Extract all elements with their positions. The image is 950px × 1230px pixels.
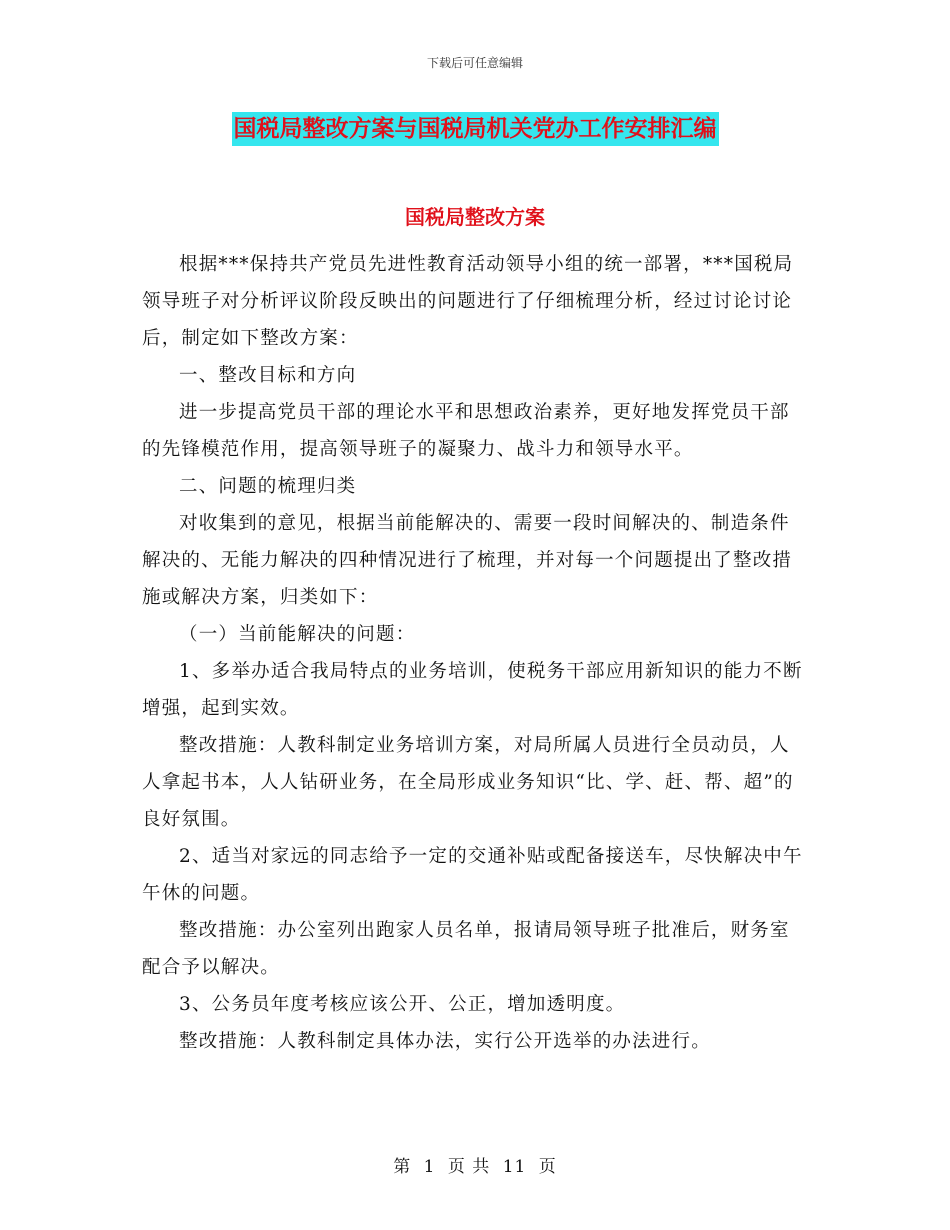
footer-middle: 页 共: [447, 1157, 491, 1177]
measure-1: 整改措施：人教科制定业务培训方案，对局所属人员进行全员动员，人人拿起书本，人人钻研业务，在全局形成业务知识“比、学、赶、帮、超”的良好氛围。: [142, 735, 794, 830]
footer-suffix: 页: [538, 1157, 557, 1177]
document-title: 国税局整改方案与国税局机关党办工作安排汇编: [232, 112, 719, 146]
heading-classification: 二、问题的梳理归类: [179, 476, 357, 497]
footer-prefix: 第: [393, 1157, 412, 1177]
section-title: 国税局整改方案: [405, 205, 545, 229]
subheading-current-issues: （一）当前能解决的问题：: [179, 624, 416, 645]
document-title-container: [0, 112, 950, 146]
measure-2: 整改措施：办公室列出跑家人员名单，报请局领导班子批准后，财务室配合予以解决。: [142, 920, 790, 978]
paragraph-classification: 对收集到的意见，根据当前能解决的、需要一段时间解决的、制造条件解决的、无能力解决的四种情况进行了梳理，并对每一个问题提出了整改措施或解决方案，归类如下：: [142, 513, 793, 608]
issue-3: 3、公务员年度考核应该公开、公正，增加透明度。: [179, 994, 626, 1015]
document-body: [142, 246, 806, 1060]
footer-total-pages: 11: [502, 1157, 527, 1177]
paragraph-goals: 进一步提高党员干部的理论水平和思想政治素养，更好地发挥党员干部的先锋模范作用，提高领导班子的凝聚力、战斗力和领导水平。: [142, 402, 790, 460]
issue-2: 2、适当对家远的同志给予一定的交通补贴或配备接送车，尽快解决中午午休的问题。: [142, 846, 803, 904]
heading-goals: 一、整改目标和方向: [179, 365, 357, 386]
header-note: 下载后可任意编辑: [426, 56, 523, 70]
measure-3: 整改措施：人教科制定具体办法，实行公开选举的办法进行。: [179, 1031, 711, 1052]
page-footer: [0, 1152, 950, 1177]
paragraph-intro: 根据***保持共产党员先进性教育活动领导小组的统一部署，***国税局领导班子对分析评议阶段反映出的问题进行了仔细梳理分析，经过讨论讨论后，制定如下整改方案：: [142, 254, 794, 349]
footer-page-number: 1: [423, 1157, 436, 1177]
issue-1: 1、多举办适合我局特点的业务培训，使税务干部应用新知识的能力不断增强，起到实效。: [142, 661, 803, 719]
